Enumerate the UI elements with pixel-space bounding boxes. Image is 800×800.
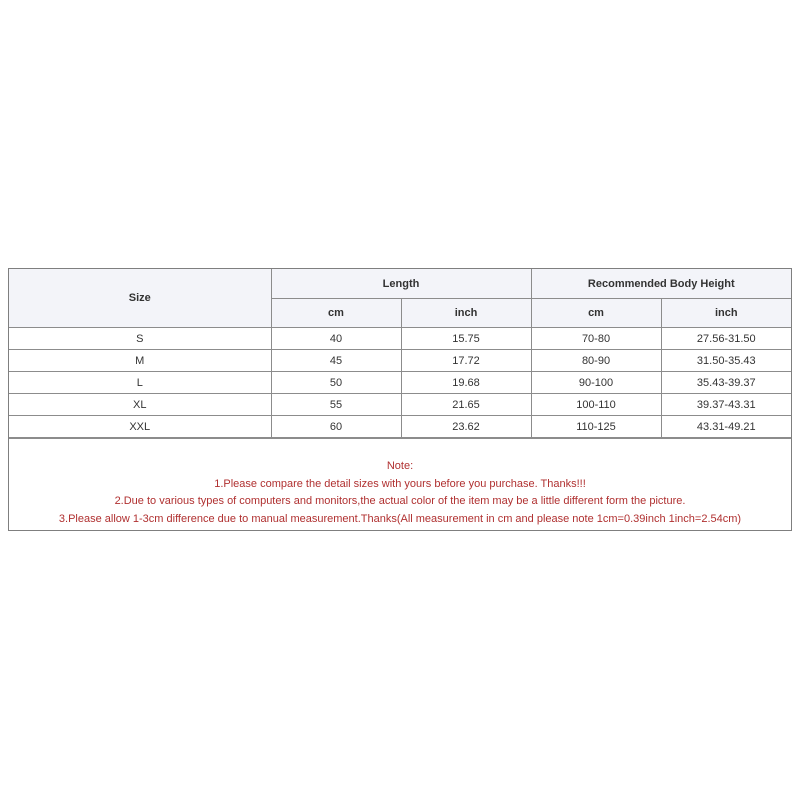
length-cm-cell: 50 <box>271 372 401 394</box>
table-row <box>9 394 791 416</box>
length-inch-cell: 19.68 <box>401 372 531 394</box>
note-title: Note: <box>386 460 414 472</box>
height-inch-cell: 43.31-49.21 <box>661 416 791 438</box>
note-line: 1.Please compare the detail sizes with yours before you purchase. Thanks!!! <box>214 477 586 490</box>
table-row <box>9 350 791 372</box>
length-inch-cell: 17.72 <box>401 350 531 372</box>
height-inch-cell: 35.43-39.37 <box>661 372 791 394</box>
length-inch-header: inch <box>401 299 531 328</box>
length-inch-cell: 23.62 <box>401 416 531 438</box>
note-line: 3.Please allow 1-3cm difference due to manual measurement.Thanks(All measurement in cm and please note 1cm=0.39inch 1inch=2.54cm) <box>58 512 742 525</box>
length-inch-cell: 21.65 <box>401 394 531 416</box>
height-inch-cell: 27.56-31.50 <box>661 328 791 350</box>
height-cm-header: cm <box>531 299 661 328</box>
size-cell: L <box>9 372 271 394</box>
size-column-header: Size <box>9 269 271 328</box>
table-row <box>9 328 791 350</box>
height-cm-cell: 90-100 <box>531 372 661 394</box>
length-inch-cell: 15.75 <box>401 328 531 350</box>
size-cell: M <box>9 350 271 372</box>
table-row <box>9 372 791 394</box>
size-cell: XL <box>9 394 271 416</box>
size-cell: S <box>9 328 271 350</box>
size-chart <box>8 268 792 531</box>
note-line: 2.Due to various types of computers and monitors,the actual color of the item may be a little different form the picture. <box>114 495 686 507</box>
length-cm-cell: 40 <box>271 328 401 350</box>
length-cm-cell: 55 <box>271 394 401 416</box>
length-column-header: Length <box>271 269 531 299</box>
height-cm-cell: 110-125 <box>531 416 661 438</box>
height-inch-cell: 31.50-35.43 <box>661 350 791 372</box>
length-cm-cell: 45 <box>271 350 401 372</box>
table-row <box>9 416 791 438</box>
length-cm-header: cm <box>271 299 401 328</box>
notes-section <box>9 438 791 530</box>
height-cm-cell: 70-80 <box>531 328 661 350</box>
height-cm-cell: 80-90 <box>531 350 661 372</box>
size-cell: XXL <box>9 416 271 438</box>
height-inch-header: inch <box>661 299 791 328</box>
size-table <box>9 269 791 438</box>
body-height-column-header: Recommended Body Height <box>531 269 791 299</box>
height-inch-cell: 39.37-43.31 <box>661 394 791 416</box>
height-cm-cell: 100-110 <box>531 394 661 416</box>
length-cm-cell: 60 <box>271 416 401 438</box>
